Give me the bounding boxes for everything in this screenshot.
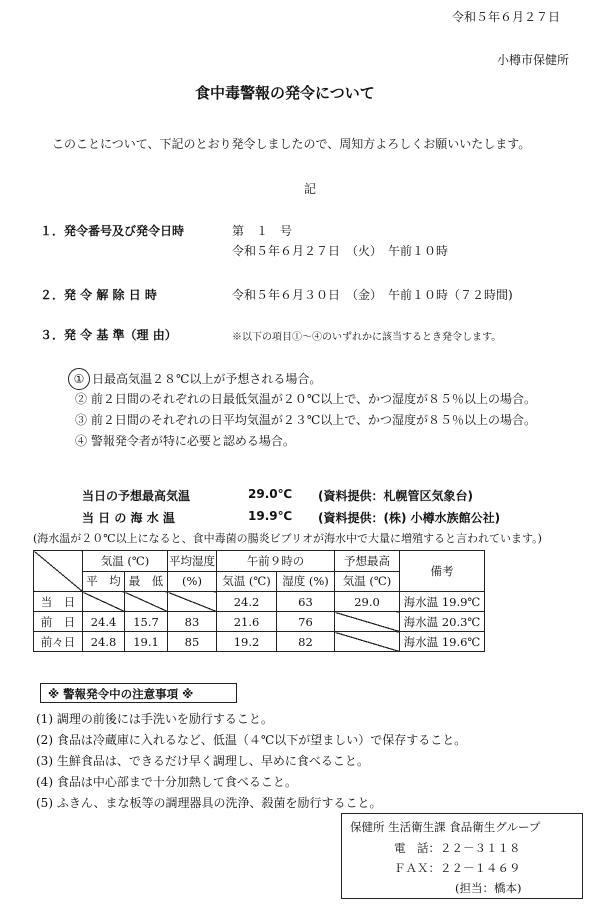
caution-item: [36, 773, 297, 790]
criteria-note: ※以下の項目①～④のいずれかに該当するとき発令します。: [232, 332, 502, 343]
caution-text: 食品は中心部まで十分加熱して食べること。: [56, 775, 297, 789]
cell-9am-hum: 63: [277, 592, 335, 612]
issuer-name: 小樽市保健所: [497, 53, 570, 67]
table-row: [34, 592, 485, 612]
cell-9am-temp: 19.2: [217, 632, 277, 652]
issue-datetime: 令和５年６月２７日 （火） 午前１０時: [232, 244, 449, 258]
cell-9am-temp: 21.6: [217, 612, 277, 632]
col-header-min: 最 低: [125, 571, 168, 592]
caution-text: 生鮮食品は、できるだけ早く調理し、早めに食べること。: [56, 754, 369, 768]
contact-person: (担当：橋本): [455, 881, 522, 895]
criteria-item: [68, 368, 321, 390]
page-title: 食中毒警報の発令について: [195, 84, 375, 102]
criteria-mark: ②: [75, 392, 88, 406]
section3-label: ３．発 令 基 準（理 由）: [40, 328, 177, 342]
sea-temp-source: (資料提供：(株) 小樽水族館公社): [318, 511, 501, 525]
cell-remarks: 海水温 19.6℃: [400, 632, 485, 652]
col-header-temp: 気温 (℃): [83, 551, 168, 572]
col-header-humidity: 平均湿度: [168, 551, 217, 572]
criteria-mark: ③: [75, 413, 88, 427]
empty-cell: [83, 592, 125, 612]
sea-temp-label: 当 日 の 海 水 温: [82, 511, 175, 525]
row-day: 前々日: [34, 632, 83, 652]
cell-avg: 24.8: [83, 632, 125, 652]
col-header-9am-temp: 気温 (℃): [217, 571, 277, 592]
caution-number: (3): [36, 754, 53, 768]
criteria-mark: ④: [75, 434, 88, 448]
col-header-forecast: 予想最高: [335, 551, 400, 572]
table-row: [34, 612, 485, 632]
section1-label: １．発令番号及び発令日時: [40, 224, 185, 238]
max-temp-value: 29.0℃: [248, 487, 293, 501]
cell-min: 15.7: [125, 612, 168, 632]
issue-date: 令和５年６月２７日: [452, 10, 561, 24]
caution-text: 調理の前後には手洗いを励行すること。: [56, 712, 273, 726]
caution-text: ふきん、まな板等の調理器具の洗浄、殺菌を励行すること。: [56, 796, 382, 810]
cell-remarks: 海水温 20.3℃: [400, 612, 485, 632]
table-row: [34, 632, 485, 652]
criteria-text: 前２日間のそれぞれの日平均気温が２３℃以上で、かつ湿度が８５％以上の場合。: [90, 413, 537, 427]
empty-cell: [168, 592, 217, 612]
row-day: 当 日: [34, 592, 83, 612]
caution-text: 食品は冷蔵庫に入れるなど、低温（４℃以下が望ましい）で保存すること。: [56, 733, 467, 747]
weather-table: [33, 550, 485, 652]
cell-9am-temp: 24.2: [217, 592, 277, 612]
col-header-avg: 平 均: [83, 571, 125, 592]
cell-min: 19.1: [125, 632, 168, 652]
sea-temp-value: 19.9℃: [248, 509, 293, 523]
criteria-text: 日最高気温２８℃以上が予想される場合。: [92, 372, 322, 386]
cell-9am-hum: 76: [277, 612, 335, 632]
col-header-9am: 午前９時の: [217, 551, 335, 572]
caution-number: (5): [36, 796, 53, 810]
empty-cell: [335, 612, 400, 632]
criteria-text: 警報発令者が特に必要と認める場合。: [90, 434, 295, 448]
contact-tel: 電 話：２２－３１１８: [394, 841, 521, 855]
caution-number: (4): [36, 775, 53, 789]
issue-number: 第 １ 号: [232, 224, 293, 238]
caution-item: [36, 731, 466, 748]
cell-forecast: 29.0: [335, 592, 400, 612]
corner-cell: [34, 551, 83, 592]
caution-number: (1): [36, 712, 53, 726]
ki-mark: 記: [304, 182, 317, 196]
col-header-9am-hum: 湿度 (%): [277, 571, 335, 592]
cell-9am-hum: 82: [277, 632, 335, 652]
cell-remarks: 海水温 19.9℃: [400, 592, 485, 612]
col-header-humidity-unit: (%): [168, 571, 217, 592]
criteria-item: [75, 411, 536, 428]
contact-dept: 保健所 生活衛生課 食品衛生グループ: [350, 820, 541, 834]
cautions-heading: ※ 警報発令中の注意事項 ※: [48, 687, 194, 701]
col-header-remarks: 備考: [400, 551, 485, 592]
criteria-mark: ①: [68, 368, 90, 390]
criteria-item: [75, 432, 295, 449]
max-temp-label: 当日の予想最高気温: [82, 489, 191, 503]
table-header-row: [34, 551, 485, 572]
sea-temp-note: (海水温が２０℃以上になると、食中毒菌の腸炎ビブリオが海水中で大量に増殖すると言われています。): [33, 532, 542, 545]
empty-cell: [125, 592, 168, 612]
cell-avg: 24.4: [83, 612, 125, 632]
cell-humidity: 85: [168, 632, 217, 652]
row-day: 前 日: [34, 612, 83, 632]
contact-fax: ＦＡＸ：２２－１４６９: [394, 861, 521, 875]
criteria-text: 前２日間のそれぞれの日最低気温が２０℃以上で、かつ湿度が８５％以上の場合。: [90, 392, 537, 406]
criteria-item: [75, 390, 536, 407]
section2-label: ２．発 令 解 除 日 時: [40, 288, 157, 302]
cell-humidity: 83: [168, 612, 217, 632]
release-datetime: 令和５年６月３０日 （金） 午前１０時（７２時間): [232, 288, 513, 302]
caution-item: [36, 710, 273, 727]
caution-item: [36, 752, 369, 769]
intro-text: このことについて、下記のとおり発令しましたので、周知方よろしくお願いいたします。: [52, 137, 531, 151]
max-temp-source: (資料提供：札幌管区気象台): [318, 489, 473, 503]
caution-item: [36, 794, 382, 811]
caution-number: (2): [36, 733, 53, 747]
empty-cell: [335, 632, 400, 652]
col-header-forecast-unit: 気温 (℃): [335, 571, 400, 592]
